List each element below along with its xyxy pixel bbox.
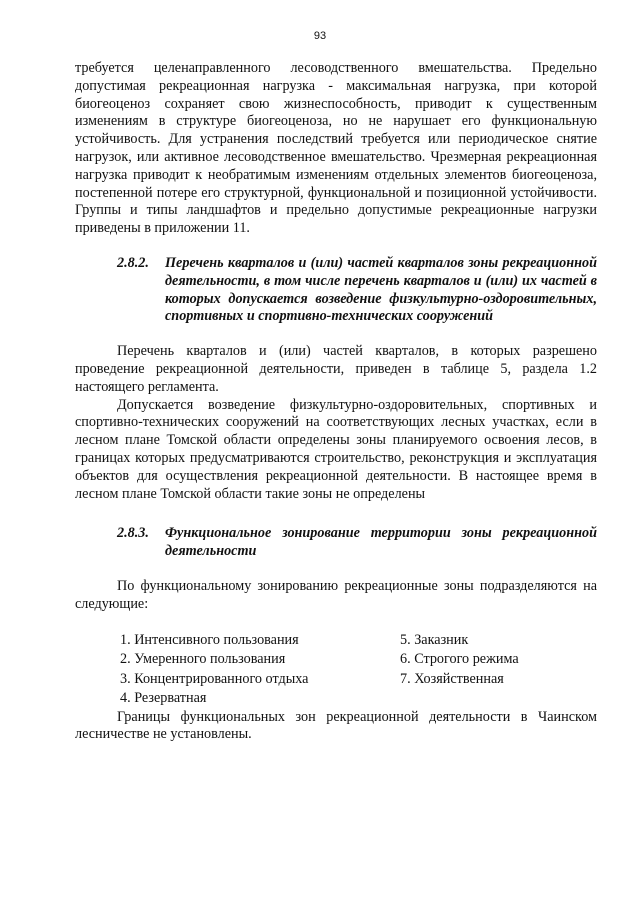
section-title: Функциональное зонирование территории зоны рекреационной деятельности [165, 525, 597, 560]
paragraph-boundaries: Границы функциональных зон рекреационной деятельности в Чаинском лесничестве не установлены. [75, 708, 597, 743]
paragraph-zoning-intro: По функциональному зонированию рекреационные зоны подразделяются на следующие: [75, 577, 597, 612]
list-item: 5. Заказник [400, 631, 469, 648]
list-item: 2. Умеренного пользования [120, 651, 286, 668]
list-item: 7. Хозяйственная [400, 670, 504, 687]
section-heading-2-8-3 [75, 525, 597, 561]
section-number: 2.8.3. [117, 525, 149, 542]
zones-list-column-2 [400, 631, 597, 709]
paragraph-intro: требуется целенаправленного лесоводственного вмешательства. Предельно допустимая рекреационная нагрузка - максимальная нагрузка, при которой биогеоценоз сохраняет свою жизнеспособность, приводит к существенным изменениям в структуре биогеоценоза, но не нарушает его функциональную устойчивость. Для устранения последствий требуется или периодическое снятие нагрузок, или активное лесоводственное вмешательство. Чрезмерная рекреационная нагрузка приводит к необратимым изменениям отдельных элементов биогеоценоза, постепенной потере его структурной, функциональной и позиционной устойчивости. Группы и типы ландшафтов и предельно допустимые рекреационные нагрузки приведены в приложении 11. [75, 60, 597, 237]
list-item: 6. Строгого режима [400, 651, 519, 668]
list-item: 1. Интенсивного пользования [120, 631, 299, 648]
list-item: 4. Резерватная [120, 690, 207, 707]
section-title: Перечень кварталов и (или) частей кварталов зоны рекреационной деятельности, в том числе перечень кварталов и (или) их частей в которых допускается возведение физкультурно-оздоровительных, спортивных и спортивно-технических сооружений [165, 254, 597, 325]
zones-list [120, 631, 597, 709]
section-heading-2-8-2 [75, 255, 597, 326]
paragraph-quarters-list: Перечень кварталов и (или) частей кварталов, в которых разрешено проведение рекреационной деятельности, приведен в таблице 5, раздела 1.2 настоящего регламента. [75, 343, 597, 395]
page-number: 93 [313, 30, 327, 42]
section-number: 2.8.2. [117, 254, 149, 271]
zones-list-column-1 [120, 631, 400, 709]
paragraph-structures: Допускается возведение физкультурно-оздоровительных, спортивных и спортивно-технических сооружений на соответствующих лесных участках, если в лесном плане Томской области определены зоны планируемого освоения лесов, в границах которых предусматриваются строительство, реконструкция и эксплуатация объектов для осуществления рекреационной деятельности. В настоящее время в лесном плане Томской области такие зоны не определены [75, 396, 597, 502]
page-content [75, 60, 597, 744]
list-item: 3. Концентрированного отдыха [120, 670, 309, 687]
